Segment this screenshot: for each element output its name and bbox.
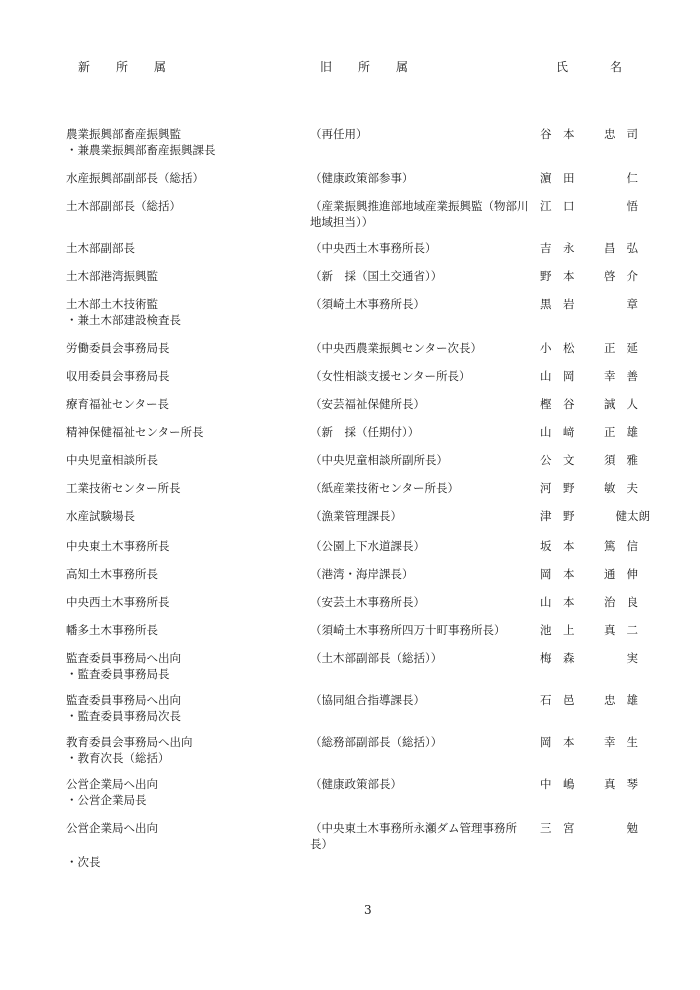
- family-name-char: 邑: [563, 693, 575, 707]
- old-post-cell: （協同組合指導課長）: [310, 693, 425, 707]
- given-name: 悟: [626, 199, 649, 213]
- new-post-title: 公営企業局へ出向: [66, 777, 158, 791]
- family-name-char: 﨑: [563, 425, 575, 439]
- old-post-cell: （健康政策部長）: [310, 777, 402, 791]
- new-post-cell: [66, 480, 296, 496]
- family-name-char: 本: [563, 595, 575, 609]
- person-name: [540, 240, 650, 256]
- new-post-cell: [66, 126, 296, 158]
- new-post-cell: [66, 594, 296, 610]
- family-name-char: 岡: [563, 369, 575, 383]
- given-name: 篤信: [604, 539, 649, 553]
- new-post-cell: [66, 734, 296, 766]
- new-post-cell: [66, 340, 296, 356]
- person-name: [540, 424, 650, 440]
- family-name-char: 田: [563, 171, 575, 185]
- family-name-char: 樫: [540, 397, 552, 411]
- new-post-title: 幡多土木事務所長: [66, 623, 158, 637]
- new-post-title: 精神保健福祉センター所長: [66, 425, 204, 439]
- person-name: [540, 594, 650, 610]
- family-name-char: 森: [563, 651, 575, 665]
- family-name-char: 黒: [540, 297, 552, 311]
- family-name-char: 本: [563, 269, 575, 283]
- person-name: [540, 480, 650, 496]
- person-name: [540, 538, 650, 554]
- given-name: 忠司: [604, 127, 649, 141]
- old-post-cell: （中央児童相談所副所長）: [310, 453, 448, 467]
- given-name: 幸生: [604, 735, 649, 749]
- new-post-title: 中央児童相談所長: [66, 453, 158, 467]
- old-post-cell: （総務部副部長（総括））: [310, 735, 443, 749]
- header-char: 所: [116, 60, 129, 74]
- new-post-title: 土木部副部長: [66, 241, 135, 255]
- new-post-concurrent: ・監査委員事務局次長: [66, 709, 181, 723]
- family-name-char: 岡: [540, 735, 552, 749]
- family-name-char: 本: [563, 735, 575, 749]
- person-name: [540, 340, 650, 356]
- person-name: [540, 170, 650, 186]
- given-name: 通伸: [604, 567, 649, 581]
- family-name-char: 山: [540, 369, 552, 383]
- person-name: [540, 452, 650, 468]
- new-post-cell: [66, 240, 296, 256]
- header-char: 属: [154, 60, 167, 74]
- family-name-char: 小: [540, 341, 552, 355]
- old-post-cell: （中央東土木事務所永瀬ダム管理事務所長）: [310, 821, 517, 851]
- new-post-title: 公営企業局へ出向: [66, 821, 158, 835]
- given-name: 勉: [626, 821, 649, 835]
- old-post-cell: （女性相談支援センター所長）: [310, 369, 471, 383]
- new-post-title: 工業技術センター所長: [66, 481, 181, 495]
- new-post-cell: [66, 508, 296, 524]
- old-post-cell: （新 採（国土交通省））: [310, 269, 443, 283]
- person-name: [540, 820, 650, 836]
- given-name: 幸善: [604, 369, 649, 383]
- header-new-post: [78, 58, 192, 75]
- new-post-cell: [66, 198, 296, 214]
- new-post-title: 療育福祉センター長: [66, 397, 170, 411]
- old-post-cell: （安芸福祉保健所長）: [310, 397, 425, 411]
- old-post-cell: （産業振興推進部地域産業振興監（物部川地域担当））: [310, 199, 529, 229]
- given-name: 敏夫: [604, 481, 649, 495]
- new-post-title: 土木部副部長（総括）: [66, 199, 181, 213]
- new-post-title: 収用委員会事務局長: [66, 369, 170, 383]
- header-name: [556, 58, 622, 75]
- old-post-cell: （再任用）: [310, 127, 368, 141]
- new-post-title: 土木部港湾振興監: [66, 269, 158, 283]
- given-name: 治良: [604, 595, 649, 609]
- new-post-title: 教育委員会事務局へ出向: [66, 735, 193, 749]
- family-name-char: 吉: [540, 241, 552, 255]
- family-name-char: 河: [540, 481, 552, 495]
- old-post-cell: （須崎土木事務所長）: [310, 297, 425, 311]
- person-name: [540, 396, 650, 412]
- given-name: 真琴: [604, 777, 649, 791]
- given-name: 忠雄: [604, 693, 649, 707]
- family-name-char: 文: [563, 453, 575, 467]
- family-name-char: 本: [563, 539, 575, 553]
- new-post-title: 水産振興部副部長（総括）: [66, 171, 204, 185]
- family-name-char: 池: [540, 623, 552, 637]
- header-char: 氏: [556, 60, 569, 74]
- new-post-cell: [66, 452, 296, 468]
- family-name-char: 津: [540, 509, 552, 523]
- given-name: 実: [626, 651, 649, 665]
- new-post-cell: [66, 820, 296, 870]
- family-name-char: 岩: [563, 297, 575, 311]
- family-name-char: 三: [540, 821, 552, 835]
- old-post-cell: （須崎土木事務所四万十町事務所長）: [310, 623, 506, 637]
- new-post-cell: [66, 538, 296, 554]
- new-post-cell: [66, 424, 296, 440]
- new-post-concurrent: ・兼土木部建設検査長: [66, 313, 181, 327]
- family-name-char: 江: [540, 199, 552, 213]
- new-post-cell: [66, 296, 296, 328]
- page-number: 3: [364, 903, 372, 917]
- given-name: 昌弘: [604, 241, 649, 255]
- person-name: [540, 268, 650, 284]
- header-char: 名: [610, 60, 623, 74]
- given-name: 健太朗: [615, 509, 650, 523]
- new-post-title: 監査委員事務局へ出向: [66, 693, 181, 707]
- family-name-char: 本: [563, 567, 575, 581]
- new-post-title: 監査委員事務局へ出向: [66, 651, 181, 665]
- new-post-title: 水産試験場長: [66, 509, 135, 523]
- header-old-post: [320, 58, 434, 75]
- family-name-char: 山: [540, 425, 552, 439]
- family-name-char: 谷: [540, 127, 552, 141]
- new-post-cell: [66, 396, 296, 412]
- family-name-char: 濵: [540, 171, 552, 185]
- given-name: 仁: [626, 171, 649, 185]
- old-post-cell: （紙産業技術センター所長）: [310, 481, 460, 495]
- new-post-title: 労働委員会事務局長: [66, 341, 170, 355]
- new-post-cell: [66, 776, 296, 808]
- family-name-char: 中: [540, 777, 552, 791]
- person-name: [540, 368, 650, 384]
- old-post-cell: （健康政策部参事）: [310, 171, 414, 185]
- person-name: [540, 126, 650, 142]
- given-name: 正延: [604, 341, 649, 355]
- new-post-concurrent: ・兼農業振興部畜産振興課長: [66, 143, 216, 157]
- person-name: [540, 566, 650, 582]
- new-post-cell: [66, 622, 296, 638]
- given-name: 誠人: [604, 397, 649, 411]
- new-post-cell: [66, 268, 296, 284]
- old-post-cell: （新 採（任期付））: [310, 425, 420, 439]
- person-name: [540, 776, 650, 792]
- person-name: [540, 650, 650, 666]
- new-post-title: 農業振興部畜産振興監: [66, 127, 181, 141]
- family-name-char: 口: [563, 199, 575, 213]
- family-name-char: 野: [563, 481, 575, 495]
- given-name: 章: [626, 297, 649, 311]
- new-post-title: 中央西土木事務所長: [66, 595, 170, 609]
- person-name: [540, 296, 650, 312]
- given-name: 須雅: [604, 453, 649, 467]
- header-char: 属: [396, 60, 409, 74]
- new-post-title: 土木部土木技術監: [66, 297, 158, 311]
- new-post-cell: [66, 368, 296, 384]
- old-post-cell: （公園上下水道課長）: [310, 539, 425, 553]
- new-post-cell: [66, 692, 296, 724]
- family-name-char: 坂: [540, 539, 552, 553]
- given-name: 啓介: [604, 269, 649, 283]
- family-name-char: 永: [563, 241, 575, 255]
- old-post-cell: （港湾・海岸課長）: [310, 567, 414, 581]
- person-name: [540, 198, 650, 214]
- old-post-cell: （漁業管理課長）: [310, 509, 402, 523]
- family-name-char: 石: [540, 693, 552, 707]
- family-name-char: 嶋: [563, 777, 575, 791]
- person-name: [540, 622, 650, 638]
- new-post-cell: [66, 170, 296, 186]
- new-post-concurrent: ・公営企業局長: [66, 793, 147, 807]
- given-name: 真二: [604, 623, 649, 637]
- new-post-concurrent: ・次長: [66, 855, 101, 869]
- person-name: [540, 734, 650, 750]
- family-name-char: 松: [563, 341, 575, 355]
- header-char: 旧: [320, 60, 333, 74]
- header-char: 所: [358, 60, 371, 74]
- family-name-char: 野: [563, 509, 575, 523]
- old-post-cell: （中央西農業振興センター次長）: [310, 341, 483, 355]
- old-post-cell: （安芸土木事務所長）: [310, 595, 425, 609]
- family-name-char: 宮: [563, 821, 575, 835]
- new-post-cell: [66, 566, 296, 582]
- new-post-title: 中央東土木事務所長: [66, 539, 170, 553]
- family-name-char: 本: [563, 127, 575, 141]
- family-name-char: 山: [540, 595, 552, 609]
- given-name: 正雄: [604, 425, 649, 439]
- old-post-cell: （土木部副部長（総括））: [310, 651, 443, 665]
- person-name: [540, 508, 650, 524]
- family-name-char: 野: [540, 269, 552, 283]
- person-name: [540, 692, 650, 708]
- new-post-cell: [66, 650, 296, 682]
- family-name-char: 岡: [540, 567, 552, 581]
- family-name-char: 上: [563, 623, 575, 637]
- new-post-concurrent: ・監査委員事務局長: [66, 667, 170, 681]
- family-name-char: 谷: [563, 397, 575, 411]
- family-name-char: 公: [540, 453, 552, 467]
- header-char: 新: [78, 60, 91, 74]
- new-post-concurrent: ・教育次長（総括）: [66, 751, 170, 765]
- old-post-cell: （中央西土木事務所長）: [310, 241, 437, 255]
- new-post-title: 高知土木事務所長: [66, 567, 158, 581]
- family-name-char: 梅: [540, 651, 552, 665]
